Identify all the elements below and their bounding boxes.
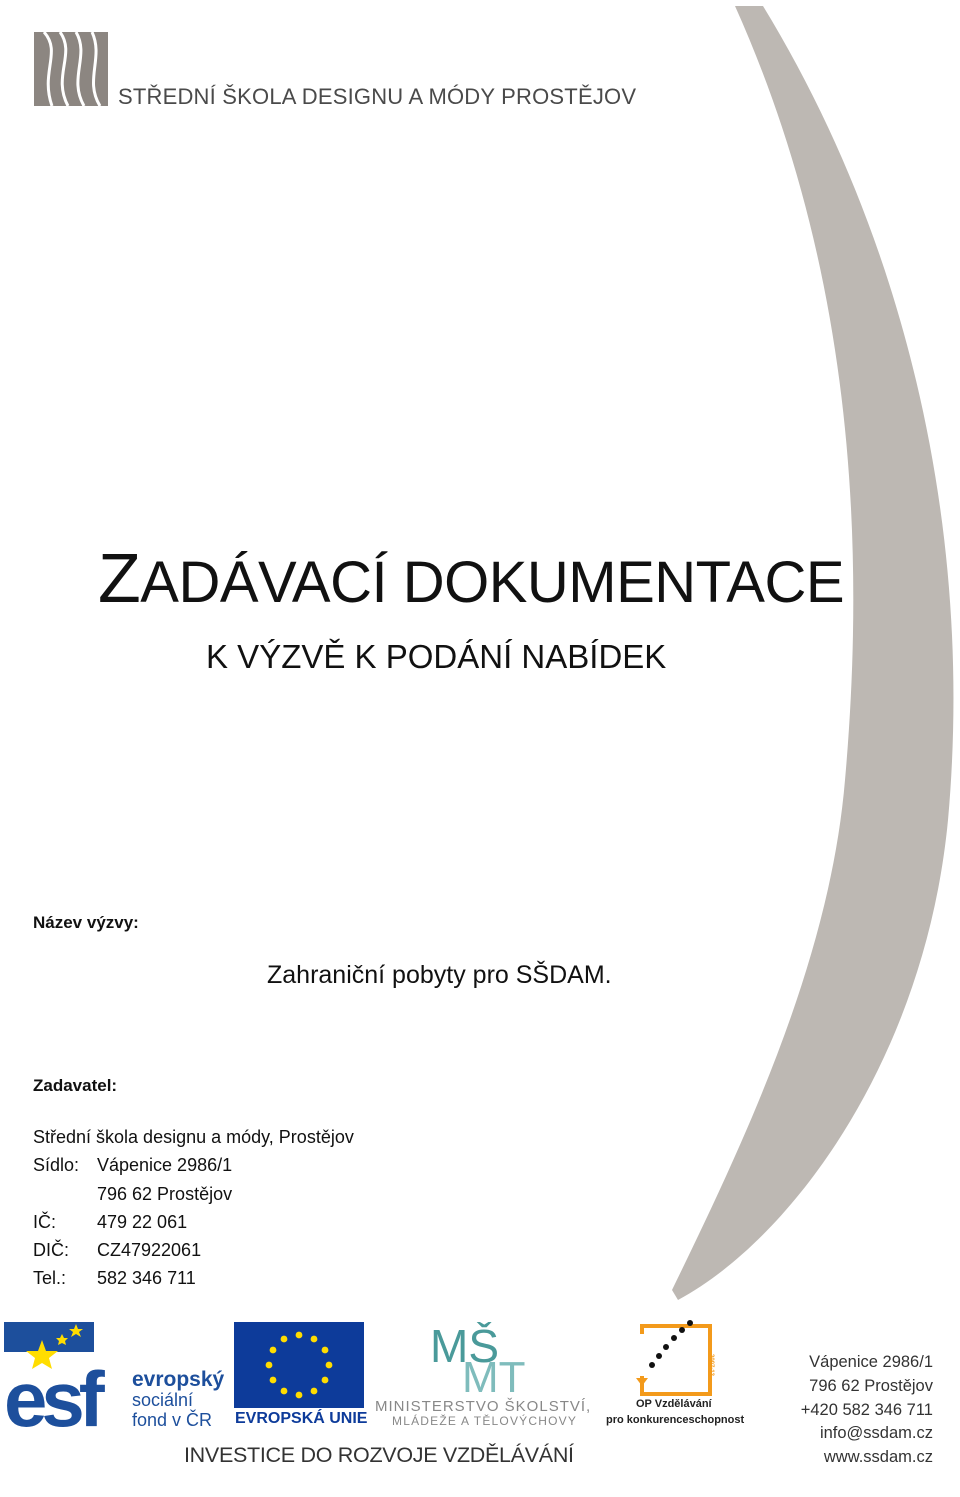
eu-label: EVROPSKÁ UNIE [235,1410,368,1427]
call-name: Zahraniční pobyty pro SŠDAM. [267,961,612,989]
esf-text-3: fond v ČR [132,1410,213,1430]
school-logo-icon [34,32,108,106]
title-initial: Z [98,539,141,617]
esf-logo-icon [4,1322,130,1430]
msmt-logo-icon [430,1322,542,1392]
eu-flag-icon [234,1322,364,1408]
footer-email[interactable]: info@ssdam.cz [819,1424,933,1443]
footer-website[interactable]: www.ssdam.cz [823,1448,933,1467]
esf-text-1: evropský [132,1368,225,1391]
op-text-2: pro konkurenceschopnost [606,1414,745,1426]
op-text-1: OP Vzdělávání [636,1398,712,1410]
tel-row [33,1264,354,1292]
title-rest: ADÁVACÍ DOKUMENTACE [140,550,845,615]
contracting-authority-block [33,1123,354,1293]
svg-text:MT: MT [462,1353,526,1392]
contracting-label: Zadavatel: [33,1076,118,1095]
page-subtitle: K VÝZVĚ K PODÁNÍ NABÍDEK [206,638,667,675]
esf-text-2: sociální [132,1390,194,1410]
seat-row [33,1151,354,1179]
op-years: 2007-13 [708,1353,715,1377]
dic-key: DIČ: [33,1240,69,1261]
call-label: Název výzvy: [33,913,139,932]
tel-value: 582 346 711 [97,1268,196,1289]
seat-line1: Vápenice 2986/1 [97,1155,233,1176]
footer-address-line1: Vápenice 2986/1 [809,1353,933,1371]
seat-line2: 796 62 Prostějov [97,1183,233,1204]
tel-key: Tel.: [33,1268,67,1289]
school-name: STŘEDNÍ ŠKOLA DESIGNU A MÓDY PROSTĚJOV [118,84,637,109]
svg-text:esf: esf [4,1355,99,1430]
dic-value: CZ47922061 [97,1240,202,1261]
msmt-text-1: MINISTERSTVO ŠKOLSTVÍ, [375,1398,592,1415]
ic-value: 479 22 061 [97,1211,188,1232]
svg-text:MŠ: MŠ [430,1322,499,1372]
investice-slogan: INVESTICE DO ROZVOJE VZDĚLÁVÁNÍ [184,1443,574,1467]
ic-row [33,1208,354,1236]
msmt-text-2: MLÁDEŽE A TĚLOVÝCHOVY [392,1414,578,1428]
dic-row [33,1236,354,1264]
page-title [98,538,844,618]
footer-address-block [801,1351,933,1470]
ic-key: IČ: [33,1211,57,1232]
contracting-name: Střední škola designu a módy, Prostějov [33,1127,354,1147]
footer-address-line2: 796 62 Prostějov [809,1376,933,1395]
footer-phone: +420 582 346 711 [800,1400,933,1419]
seat-row-2 [33,1180,354,1208]
seat-key: Sídlo: [33,1155,80,1176]
